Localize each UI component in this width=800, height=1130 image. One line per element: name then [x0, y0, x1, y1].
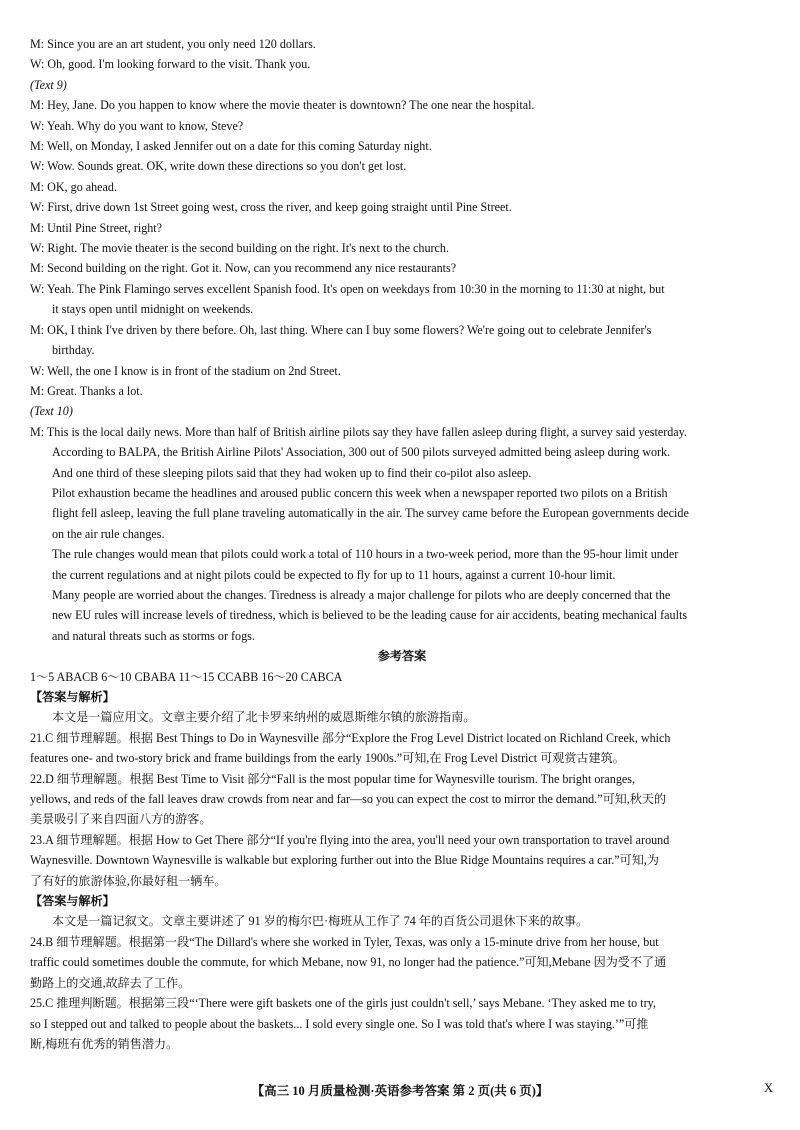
- text-line: M: Until Pine Street, right?: [30, 220, 163, 235]
- text-line: 1～5 ABACB 6～10 CBABA 11～15 CCABB 16～20 CABCA: [30, 669, 343, 684]
- text-line: on the air rule changes.: [52, 526, 165, 541]
- text-line: so I stepped out and talked to people about the baskets... I sold every single one. So I was told that's where I was staying.’”可推: [30, 1016, 649, 1031]
- text-line: And one third of these sleeping pilots said that they had woken up to find their co-pilot also asleep.: [52, 465, 532, 480]
- text-line: 美景吸引了来自四面八方的游客。: [30, 812, 212, 827]
- text-line: and natural threats such as storms or fogs.: [52, 628, 255, 643]
- text-line: According to BALPA, the British Airline Pilots' Association, 300 out of 500 pilots surveyed admitted being asleep during work.: [52, 445, 671, 460]
- text-line: W: Wow. Sounds great. OK, write down these directions so you don't get lost.: [30, 159, 407, 174]
- text-line: (Text 10): [30, 404, 73, 419]
- text-line: M: OK, go ahead.: [30, 179, 117, 194]
- text-line: M: Since you are an art student, you only need 120 dollars.: [30, 37, 316, 51]
- footer-title: 【高三 10 月质量检测·英语参考答案 第 2 页(共 6 页)】: [251, 1084, 549, 1098]
- text-line: W: Right. The movie theater is the second building on the right. It's next to the church.: [30, 241, 449, 256]
- text-line: it stays open until midnight on weekends.: [52, 302, 254, 317]
- text-line: 本文是一篇应用文。文章主要介绍了北卡罗来纳州的威恩斯维尔镇的旅游指南。: [52, 710, 476, 725]
- text-line: W: Well, the one I know is in front of the stadium on 2nd Street.: [30, 363, 341, 378]
- text-line: traffic could sometimes double the commute, for which Mebane, now 91, no longer had the patience.”可知,Mebane 因为受不了通: [30, 955, 667, 970]
- text-line: M: This is the local daily news. More than half of British airline pilots say they have fallen asleep during flight, a survey said yesterday.: [30, 424, 687, 439]
- document-body: [30, 34, 774, 1054]
- page-footer: [0, 1081, 800, 1101]
- text-line: W: First, drive down 1st Street going west, cross the river, and keep going straight until Pine Street.: [30, 200, 512, 215]
- text-line: W: Yeah. The Pink Flamingo serves excellent Spanish food. It's open on weekdays from 10:30 in the morning to 11:30 at night, but: [30, 281, 665, 296]
- text-line: features one- and two-story brick and frame buildings from the early 1900s.”可知,在 Frog Level District 可观赏古建筑。: [30, 751, 625, 766]
- text-line: 参考答案: [377, 649, 427, 664]
- text-line: The rule changes would mean that pilots could work a total of 110 hours in a two-week period, more than the 95-hour limit under: [52, 547, 679, 562]
- text-line: 22.D 细节理解题。根据 Best Time to Visit 部分“Fall is the most popular time for Waynesville tourism. The bright oranges,: [30, 771, 635, 786]
- footer-mark: X: [764, 1081, 774, 1095]
- text-line: 23.A 细节理解题。根据 How to Get There 部分“If you're flying into the area, you'll need your own transportation to travel around: [30, 832, 670, 847]
- text-line: 21.C 细节理解题。根据 Best Things to Do in Waynesville 部分“Explore the Frog Level District located on Richland Creek, which: [30, 730, 671, 745]
- text-line: Pilot exhaustion became the headlines and aroused public concern this week when a newspaper reported two pilots on a British: [52, 485, 668, 500]
- text-line: M: Second building on the right. Got it. Now, can you recommend any nice restaurants?: [30, 261, 457, 276]
- text-line: 断,梅班有优秀的销售潜力。: [30, 1036, 179, 1051]
- text-line: 【答案与解析】: [30, 690, 115, 704]
- text-line: yellows, and reds of the fall leaves draw crowds from near and far—so you can expect the cost to mirror the demand.”可知,秋天的: [30, 792, 667, 807]
- text-line: 25.C 推理判断题。根据第三段“‘There were gift baskets one of the girls just couldn't sell,’ says Mebane. ‘They asked me to try,: [30, 996, 656, 1011]
- text-line: M: Great. Thanks a lot.: [30, 383, 143, 398]
- text-line: Waynesville. Downtown Waynesville is walkable but exploring further out into the Blue Ridge Mountains requires a car.”可知,为: [30, 853, 659, 868]
- text-line: 本文是一篇记叙文。文章主要讲述了 91 岁的梅尔巴·梅班从工作了 74 年的百货公司退休下来的故事。: [52, 914, 589, 929]
- text-line: M: Well, on Monday, I asked Jennifer out on a date for this coming Saturday night.: [30, 139, 432, 154]
- text-line: 了有好的旅游体验,你最好租一辆车。: [30, 873, 227, 888]
- text-line: M: Hey, Jane. Do you happen to know where the movie theater is downtown? The one near the hospital.: [30, 98, 535, 113]
- text-line: the current regulations and at night pilots could be expected to fly for up to 11 hours, against a current 10-hour limit.: [52, 567, 616, 582]
- text-line: W: Oh, good. I'm looking forward to the visit. Thank you.: [30, 57, 311, 72]
- text-line: new EU rules will increase levels of tiredness, which is believed to be the leading cause for air accidents, beating mechanical faults: [52, 608, 688, 623]
- text-line: W: Yeah. Why do you want to know, Steve?: [30, 118, 244, 133]
- text-line: 24.B 细节理解题。根据第一段“The Dillard's where she worked in Tyler, Texas, was only a 15-minute drive from her house, but: [30, 934, 659, 949]
- text-line: 【答案与解析】: [30, 894, 115, 909]
- text-line: 勤路上的交通,故辞去了工作。: [30, 975, 191, 990]
- text-line: M: OK, I think I've driven by there before. Oh, last thing. Where can I buy some flowers? We're going out to celebrate Jennifer's: [30, 322, 652, 337]
- text-line: (Text 9): [30, 77, 67, 92]
- text-line: Many people are worried about the changes. Tiredness is already a major challenge for pilots who are deeply concerned that the: [52, 587, 671, 602]
- text-line: flight fell asleep, leaving the full plane traveling automatically in the air. The survey came before the European governments decide: [52, 506, 689, 521]
- text-line: birthday.: [52, 343, 95, 358]
